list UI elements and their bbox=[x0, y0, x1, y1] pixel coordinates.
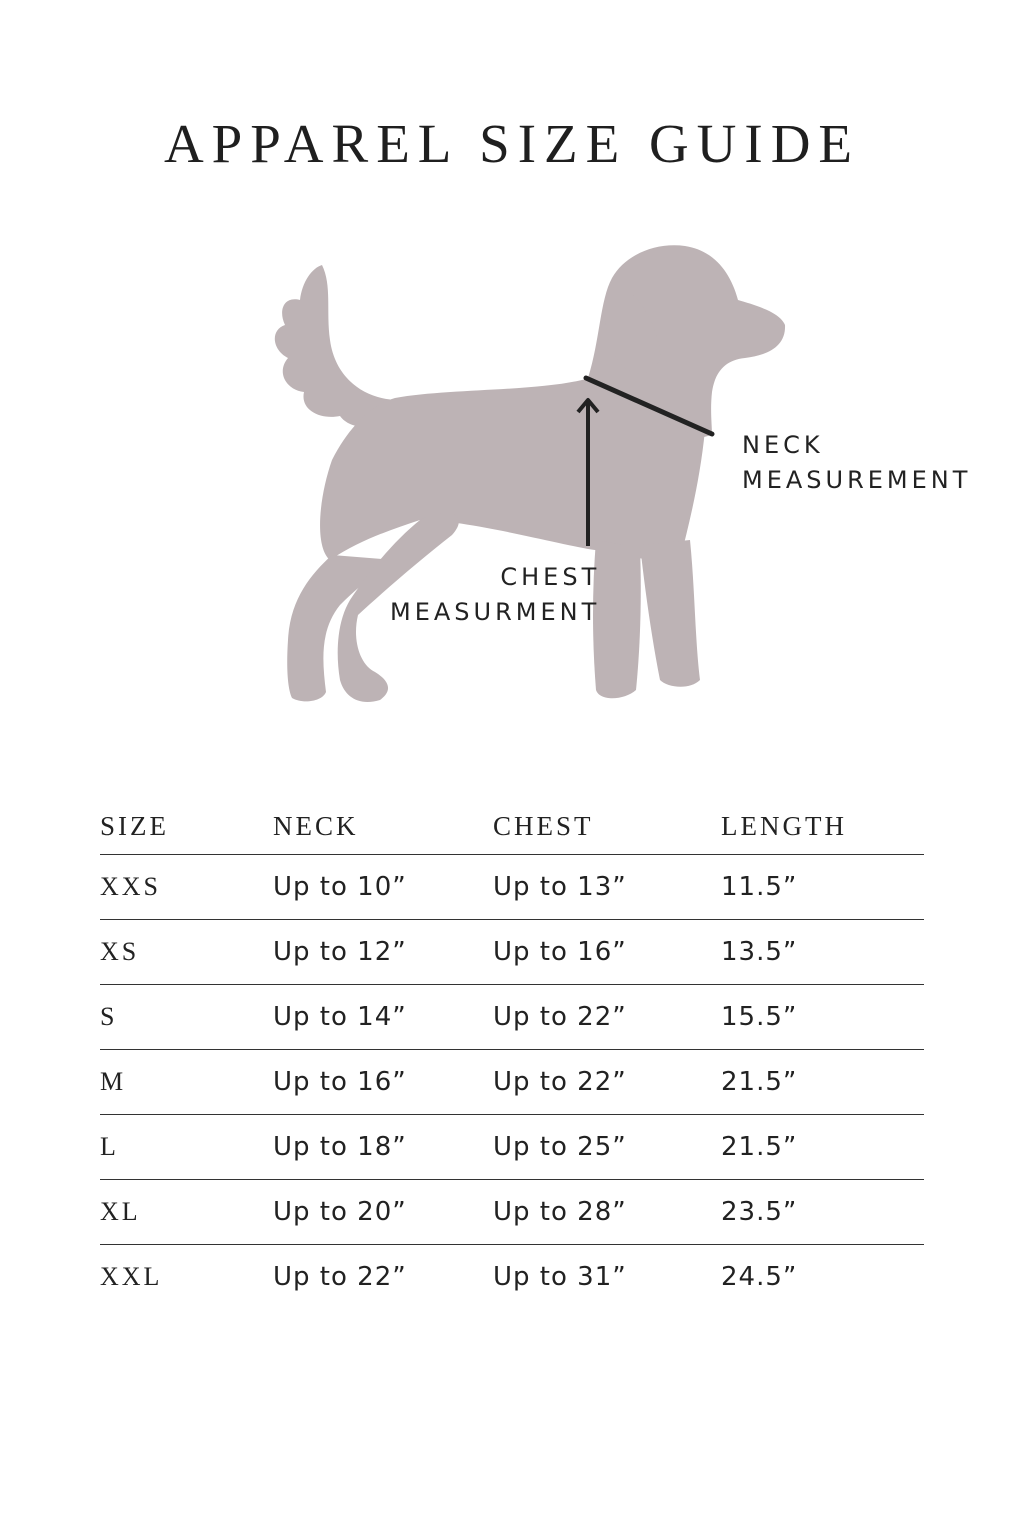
size-cell: S bbox=[100, 985, 273, 1050]
table-header-row bbox=[100, 795, 924, 855]
chest-cell: Up to 16” bbox=[493, 920, 721, 985]
page-title: APPAREL SIZE GUIDE bbox=[163, 113, 861, 174]
length-cell: 21.5” bbox=[721, 1115, 924, 1180]
chest-measurement-label bbox=[390, 560, 600, 630]
table-row bbox=[100, 1245, 924, 1310]
table-row bbox=[100, 985, 924, 1050]
chest-label-line2: MEASURMENT bbox=[390, 598, 601, 626]
chest-label-line1: CHEST bbox=[500, 563, 601, 591]
chest-cell: Up to 22” bbox=[493, 985, 721, 1050]
header-size: SIZE bbox=[100, 795, 273, 855]
chest-cell: Up to 28” bbox=[493, 1180, 721, 1245]
length-cell: 11.5” bbox=[721, 855, 924, 920]
length-cell: 15.5” bbox=[721, 985, 924, 1050]
neck-cell: Up to 14” bbox=[273, 985, 493, 1050]
neck-cell: Up to 20” bbox=[273, 1180, 493, 1245]
length-cell: 24.5” bbox=[721, 1262, 798, 1292]
header-neck: NECK bbox=[273, 795, 493, 855]
table-row bbox=[100, 855, 924, 920]
dog-silhouette-icon bbox=[275, 245, 785, 702]
neck-cell: Up to 10” bbox=[273, 855, 493, 920]
chest-cell: Up to 13” bbox=[493, 855, 721, 920]
size-cell: XS bbox=[100, 920, 273, 985]
chest-cell: Up to 31” bbox=[493, 1262, 627, 1292]
neck-cell: Up to 22” bbox=[273, 1262, 407, 1292]
size-cell: XXS bbox=[100, 855, 273, 920]
dog-measurement-diagram bbox=[0, 0, 1024, 760]
neck-label-line1: NECK bbox=[742, 431, 824, 459]
size-cell: XXL bbox=[100, 1262, 163, 1291]
neck-cell: Up to 12” bbox=[273, 920, 493, 985]
chest-cell: Up to 25” bbox=[493, 1115, 721, 1180]
neck-measurement-label bbox=[742, 428, 971, 498]
table-row bbox=[100, 1180, 924, 1245]
neck-cell: Up to 18” bbox=[273, 1115, 493, 1180]
header-chest: CHEST bbox=[493, 795, 721, 855]
neck-cell: Up to 16” bbox=[273, 1050, 493, 1115]
size-cell: L bbox=[100, 1115, 273, 1180]
length-cell: 13.5” bbox=[721, 920, 924, 985]
table-row bbox=[100, 1115, 924, 1180]
header-length: LENGTH bbox=[721, 795, 924, 855]
chest-cell: Up to 22” bbox=[493, 1050, 721, 1115]
neck-label-line2: MEASUREMENT bbox=[742, 466, 972, 494]
table-row bbox=[100, 920, 924, 985]
length-cell: 23.5” bbox=[721, 1180, 924, 1245]
size-cell: M bbox=[100, 1050, 273, 1115]
size-table bbox=[100, 795, 924, 1309]
table-row bbox=[100, 1050, 924, 1115]
length-cell: 21.5” bbox=[721, 1050, 924, 1115]
size-cell: XL bbox=[100, 1180, 273, 1245]
